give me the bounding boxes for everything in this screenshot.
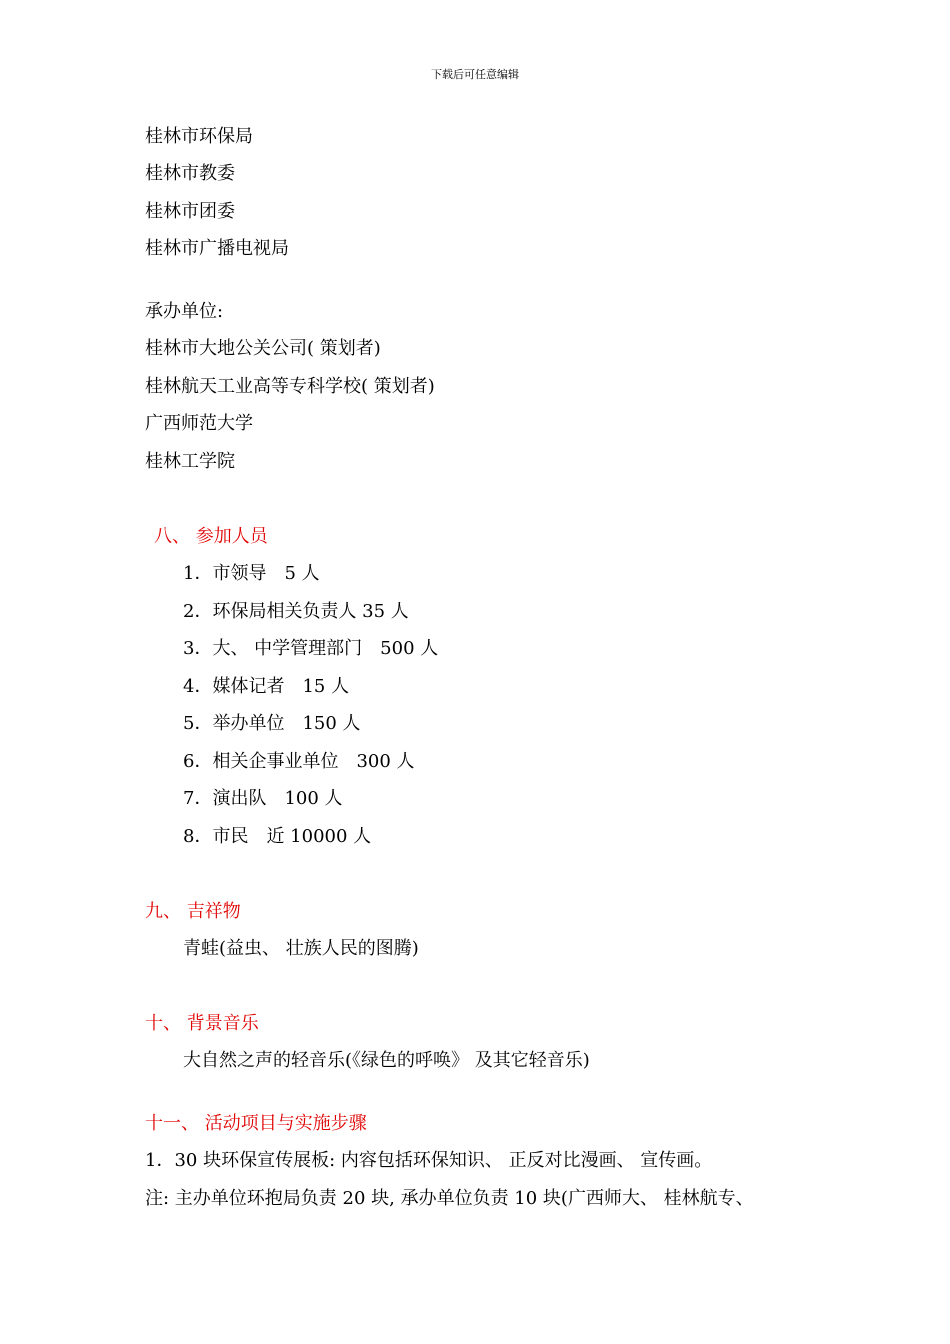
- participant-item-1: 1．市领导 5 人: [183, 563, 320, 584]
- organizer-4: 桂林市广播电视局: [145, 238, 289, 259]
- organizer-1: 桂林市环保局: [145, 126, 253, 147]
- section-11-heading: 十一、 活动项目与实施步骤: [145, 1113, 367, 1134]
- co-organizer-3: 广西师范大学: [145, 413, 253, 434]
- mascot-text: 青蛙(益虫、 壮族人民的图腾): [183, 938, 419, 959]
- organizer-2: 桂林市教委: [145, 163, 235, 184]
- section-9-heading: 九、 吉祥物: [145, 901, 241, 922]
- music-text: 大自然之声的轻音乐(《绿色的呼唤》 及其它轻音乐): [183, 1050, 590, 1071]
- participant-item-5: 5．举办单位 150 人: [183, 713, 361, 734]
- co-organizers-label: 承办单位:: [145, 301, 224, 322]
- activity-line-1: 1．30 块环保宣传展板: 内容包括环保知识、 正反对比漫画、 宣传画。: [145, 1150, 713, 1171]
- section-8-heading: 八、 参加人员: [154, 526, 268, 547]
- participant-item-3: 3．大、 中学管理部门 500 人: [183, 638, 439, 659]
- organizer-3: 桂林市团委: [145, 201, 235, 222]
- page-header-note: 下载后可任意编辑: [431, 68, 519, 81]
- co-organizer-1: 桂林市大地公关公司( 策划者): [145, 338, 381, 359]
- co-organizer-4: 桂林工学院: [145, 451, 235, 472]
- participant-item-4: 4．媒体记者 15 人: [183, 676, 350, 697]
- participant-item-6: 6．相关企事业单位 300 人: [183, 751, 415, 772]
- activity-note-line: 注: 主办单位环抱局负责 20 块, 承办单位负责 10 块(广西师大、 桂林航专、: [145, 1188, 754, 1209]
- participant-item-8: 8．市民 近 10000 人: [183, 826, 372, 847]
- participant-item-7: 7．演出队 100 人: [183, 788, 343, 809]
- co-organizer-2: 桂林航天工业高等专科学校( 策划者): [145, 376, 435, 397]
- section-10-heading: 十、 背景音乐: [145, 1013, 259, 1034]
- participant-item-2: 2．环保局相关负责人 35 人: [183, 601, 409, 622]
